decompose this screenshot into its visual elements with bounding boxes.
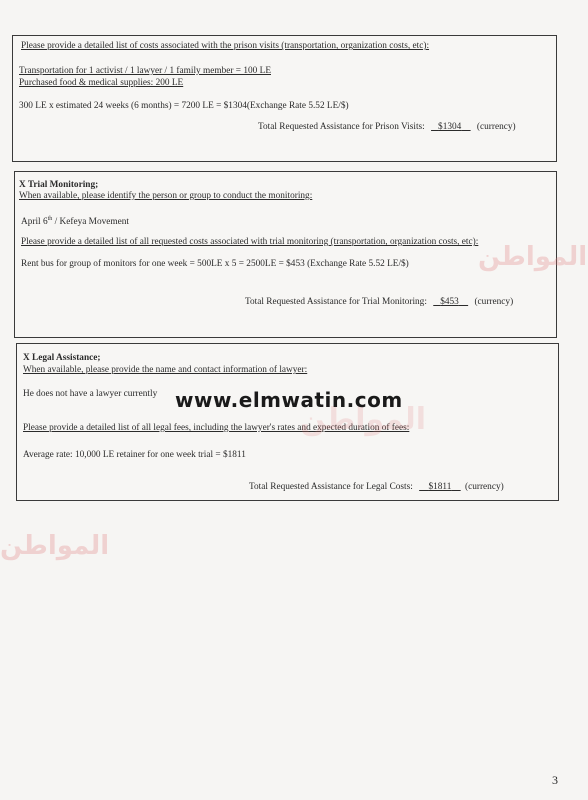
total-value: $1304 [438,122,462,132]
total-label: Total Requested Assistance for Trial Monitoring: [245,297,427,307]
legal-assistance-section [16,343,559,501]
trial-monitoring-calc: Rent bus for group of monitors for one week = 500LE x 5 = 2500LE = $453 (Exchange Rate 5.52 LE/$) [21,259,409,269]
watermark-arabic-left: المواطن [0,531,110,561]
supplies-cost: Purchased food & medical supplies: 200 LE [19,78,184,88]
prison-visits-section [12,35,557,162]
prison-visits-prompt: Please provide a detailed list of costs associated with the prison visits (transportation, organization costs, etc): [21,41,430,51]
monitoring-group: April 6th / Kefeya Movement [21,216,129,228]
total-value: $453 [440,297,459,307]
prison-visits-calc: 300 LE x estimated 24 weeks (6 months) = 7200 LE = $1304(Exchange Rate 5.52 LE/$) [19,101,349,111]
currency-label: (currency) [474,297,514,307]
legal-assistance-heading: X Legal Assistance; [23,353,101,363]
transportation-cost: Transportation for 1 activist / 1 lawyer / 1 family member = 100 LE [19,66,271,76]
total-label: Total Requested Assistance for Legal Costs: [249,482,413,492]
legal-costs-total [249,483,504,492]
trial-monitoring-prompt: When available, please identify the person or group to conduct the monitoring: [19,191,313,201]
trial-monitoring-total [245,298,513,307]
total-label: Total Requested Assistance for Prison Visits: [258,122,425,132]
prison-visits-total [258,123,516,132]
trial-costs-prompt: Please provide a detailed list of all requested costs associated with trial monitoring (transportation, organization costs, etc): [21,237,479,247]
page-number: 3 [552,773,558,787]
trial-monitoring-section [14,171,557,338]
watermark-arabic-right: المواطن [478,242,588,272]
watermark-arabic-center: المواطن [300,402,427,437]
total-value: $1811 [428,482,452,492]
trial-monitoring-heading: X Trial Monitoring; [19,180,99,190]
currency-label: (currency) [476,122,516,132]
watermark-url: www.elmwatin.com [175,388,403,412]
lawyer-info: He does not have a lawyer currently [23,389,158,399]
legal-fees-prompt: Please provide a detailed list of all legal fees, including the lawyer's rates and expected duration of fees: [23,423,410,433]
legal-fees-calc: Average rate: 10,000 LE retainer for one week trial = $1811 [23,450,246,460]
lawyer-info-prompt: When available, please provide the name and contact information of lawyer: [23,365,308,375]
currency-label: (currency) [464,482,504,492]
